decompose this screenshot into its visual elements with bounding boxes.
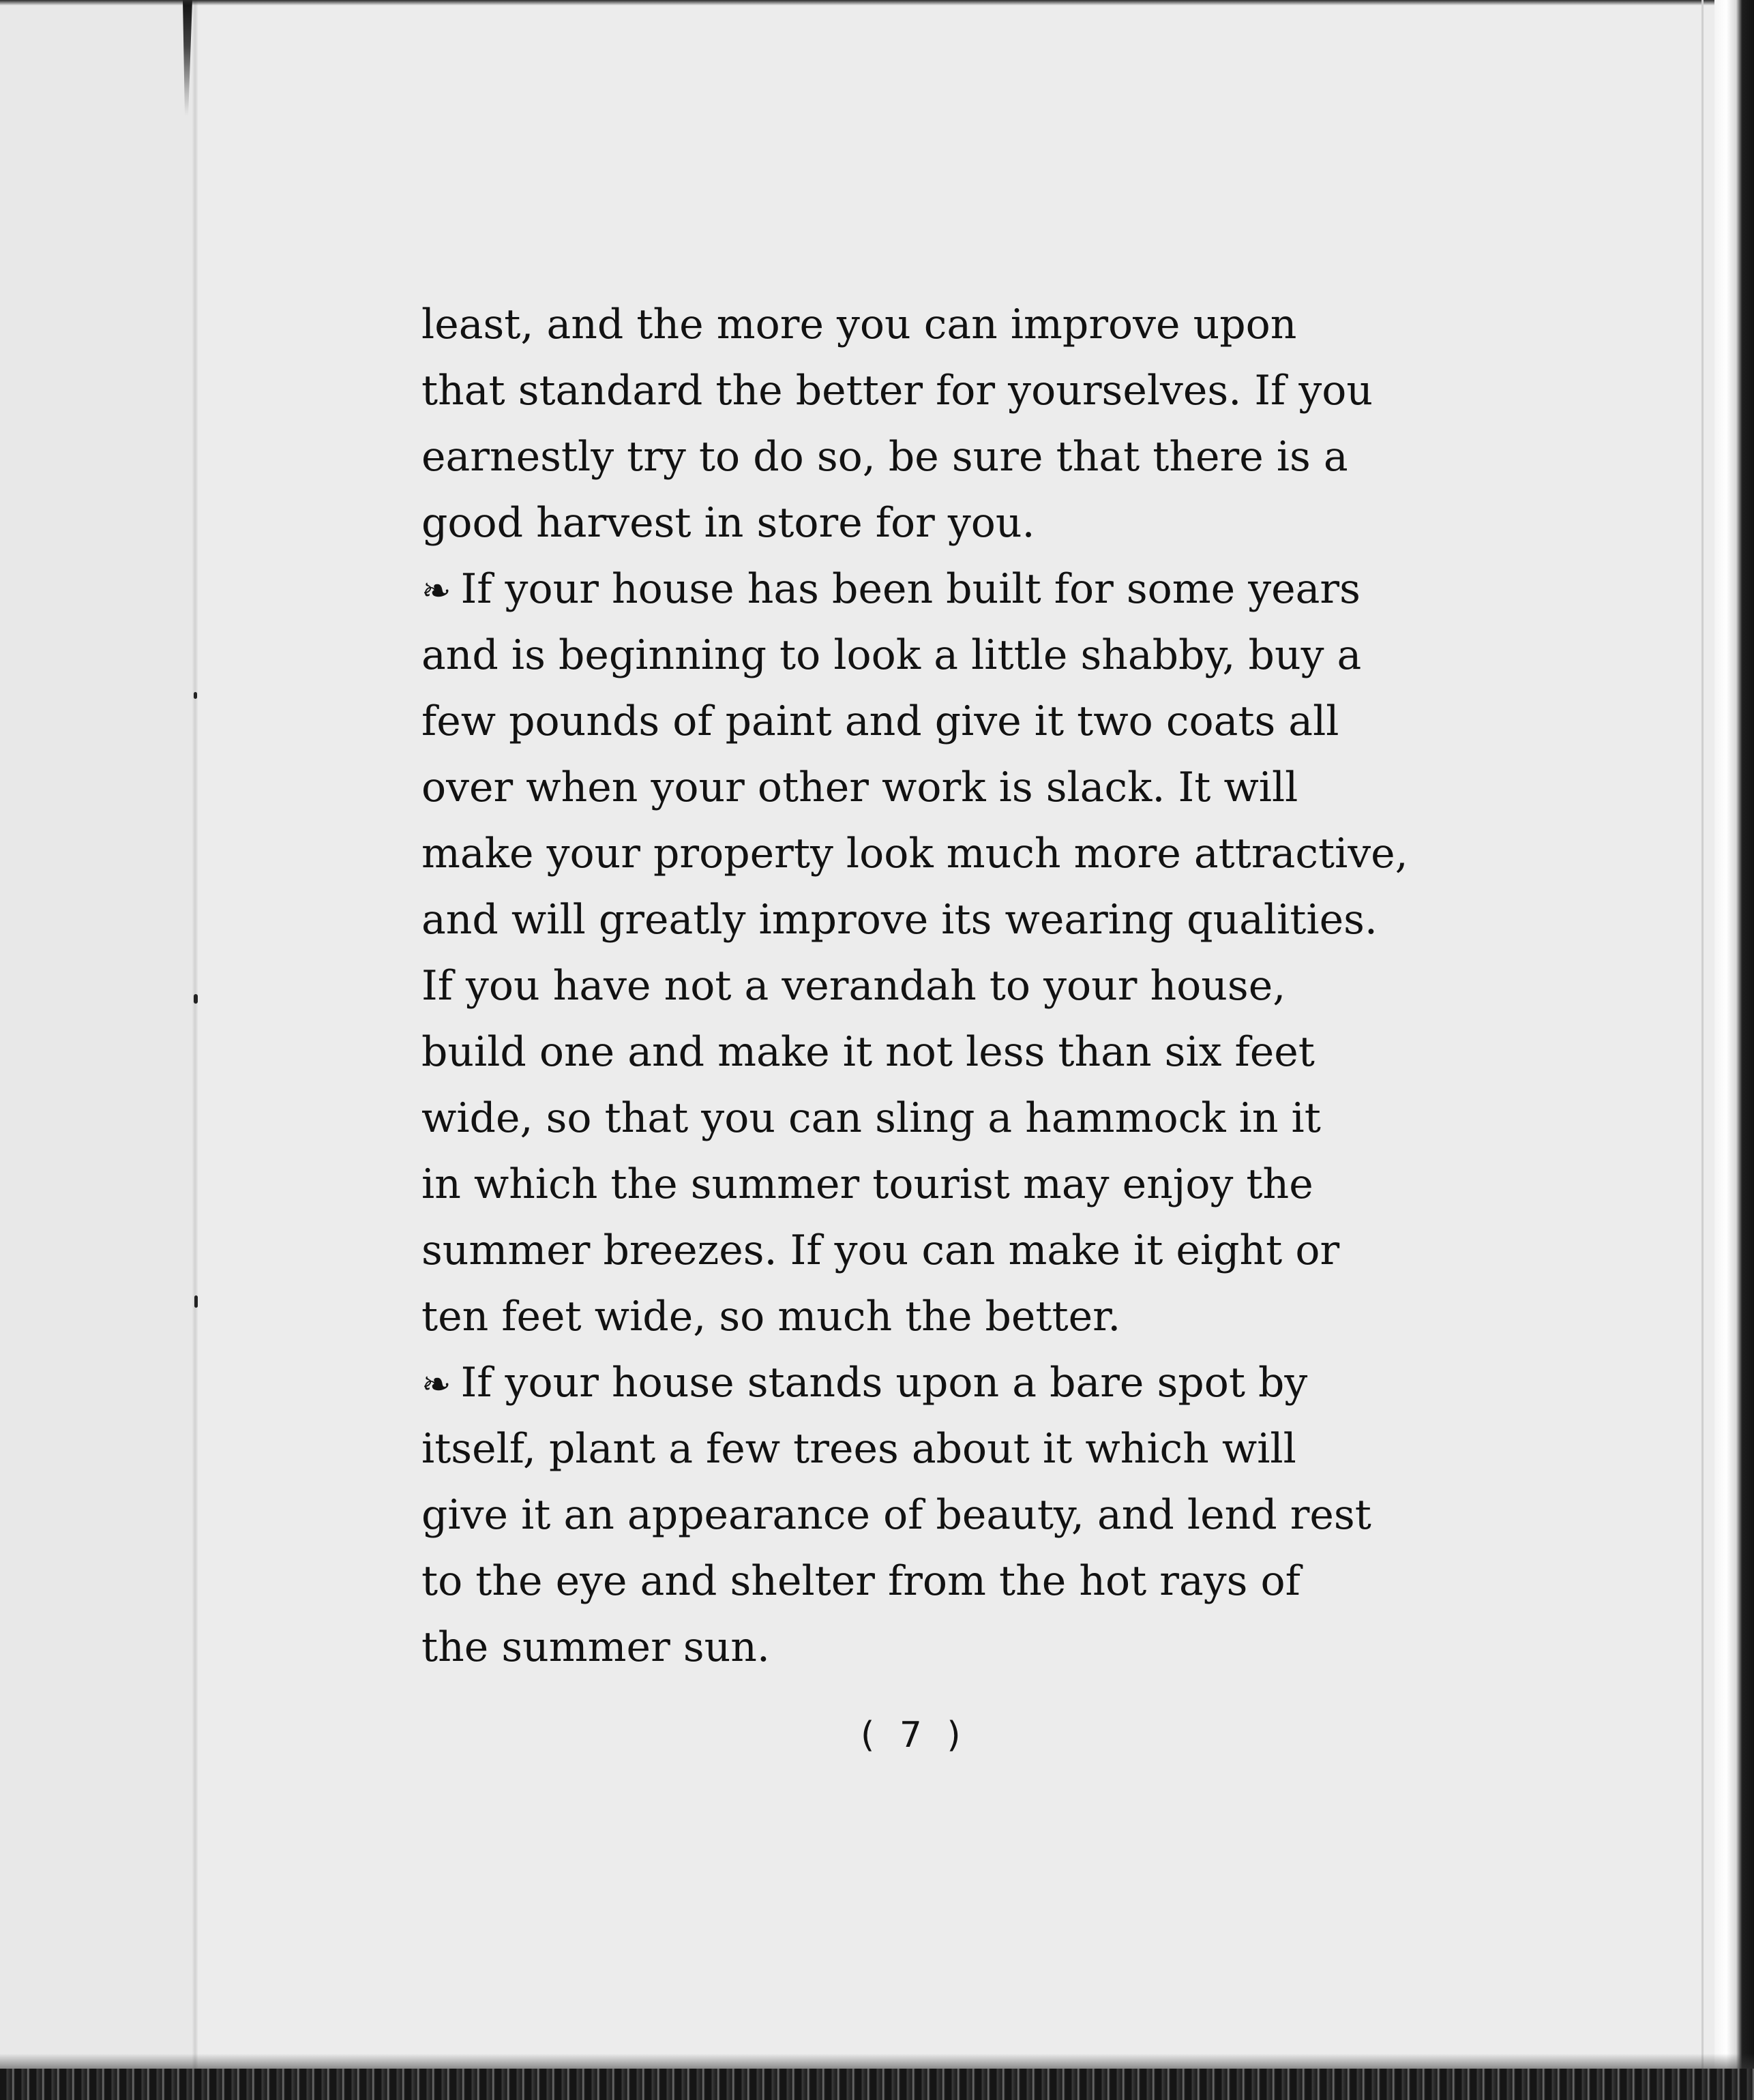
right-page-edge bbox=[1714, 0, 1754, 2100]
bottom-page-edge bbox=[0, 2069, 1754, 2100]
paragraph bbox=[421, 292, 1439, 556]
text-line: make your property look much more attractive, bbox=[421, 830, 1408, 877]
text-line: least, and the more you can improve upon bbox=[421, 301, 1297, 348]
text-line: If you have not a verandah to your house, bbox=[421, 962, 1286, 1010]
body-text bbox=[421, 292, 1439, 1681]
text-line: and is beginning to look a little shabby, buy a bbox=[421, 631, 1362, 679]
text-line: give it an appearance of beauty, and lend rest bbox=[421, 1491, 1371, 1539]
text-line: that standard the better for yourselves. If you bbox=[421, 367, 1373, 415]
binding-fold bbox=[192, 0, 198, 2100]
text-line-content: If your house has been built for some years bbox=[460, 565, 1361, 613]
text-line: wide, so that you can sling a hammock in it bbox=[421, 1094, 1321, 1142]
text-line: the summer sun. bbox=[421, 1623, 770, 1671]
binding-hole-mark bbox=[194, 692, 197, 699]
bottom-page-shadow bbox=[0, 2054, 1754, 2069]
text-line: over when your other work is slack. It will bbox=[421, 764, 1298, 811]
binding-hole-mark bbox=[194, 1295, 198, 1308]
text-line: ten feet wide, so much the better. bbox=[421, 1293, 1121, 1340]
page-edge-line bbox=[1701, 0, 1704, 2100]
paragraph bbox=[421, 556, 1439, 1350]
top-page-edge bbox=[0, 0, 1754, 5]
text-line: build one and make it not less than six feet bbox=[421, 1028, 1315, 1076]
binding-hole-mark bbox=[194, 994, 198, 1004]
fleuron-icon: ❧ bbox=[421, 571, 451, 612]
text-line: itself, plant a few trees about it which will bbox=[421, 1425, 1296, 1473]
page-number: ( 7 ) bbox=[861, 1715, 968, 1756]
text-line: good harvest in store for you. bbox=[421, 499, 1035, 547]
text-line: earnestly try to do so, be sure that there is a bbox=[421, 433, 1348, 481]
fleuron-icon: ❧ bbox=[421, 1364, 451, 1405]
text-line: to the eye and shelter from the hot rays of bbox=[421, 1557, 1300, 1605]
text-line: in which the summer tourist may enjoy the bbox=[421, 1160, 1313, 1208]
text-line: few pounds of paint and give it two coats all bbox=[421, 698, 1339, 745]
text-line: summer breezes. If you can make it eight or bbox=[421, 1227, 1340, 1274]
text-line: and will greatly improve its wearing qualities. bbox=[421, 896, 1378, 944]
paragraph bbox=[421, 1350, 1439, 1681]
text-line bbox=[421, 556, 1439, 622]
text-line bbox=[421, 1350, 1439, 1416]
text-line-content: If your house stands upon a bare spot by bbox=[460, 1359, 1308, 1407]
facing-page-margin bbox=[0, 0, 196, 2100]
